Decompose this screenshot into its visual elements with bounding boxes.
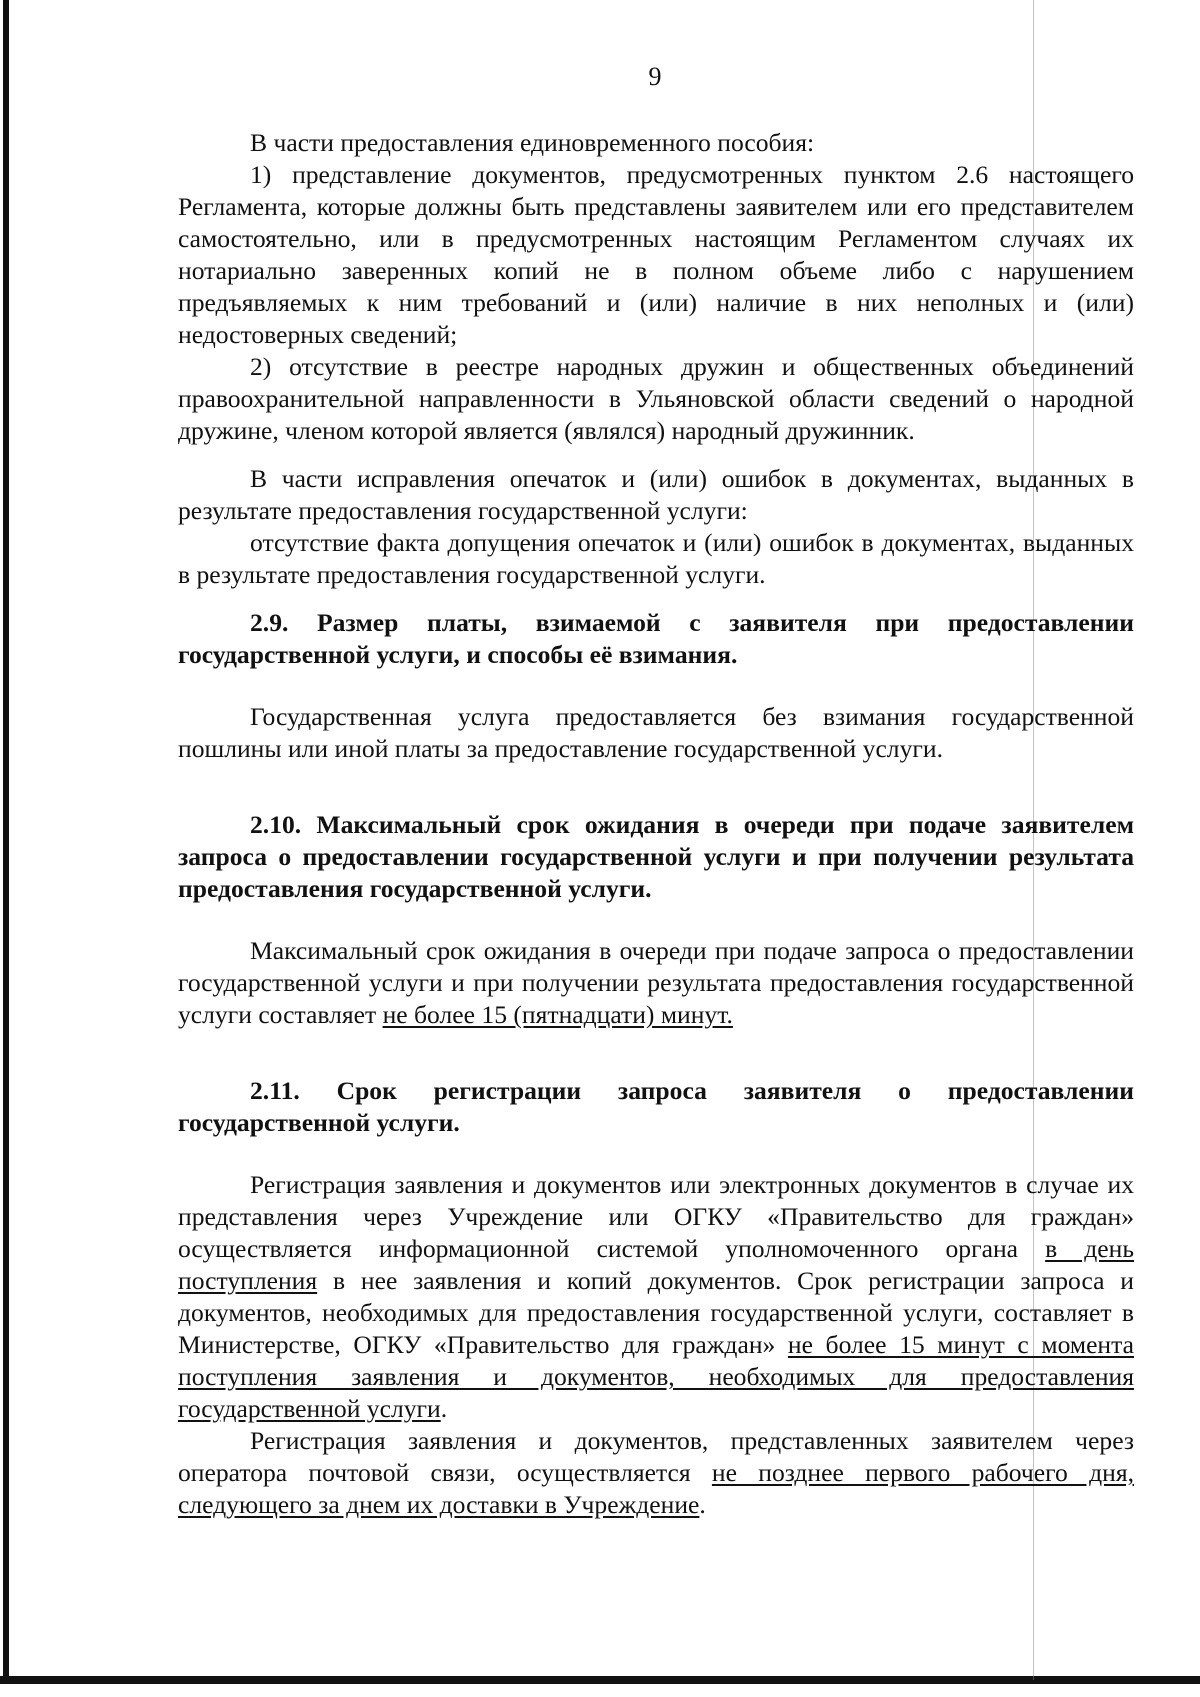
section-heading-2-11: 2.11. Срок регистрации запроса заявителя о предоставлении государственной услуги.	[178, 1076, 1134, 1137]
paragraph: 1) представление документов, предусмотренных пунктом 2.6 настоящего Регламента, которые должны быть представлены заявителем или его представителем самостоятельно, или в предусмотренных настоящим Регламентом случаях их нотариально заверенных копий не в полном объеме либо с нарушением предъявляемых к ним требований и (или) наличие в них неполных и (или) недостоверных сведений;	[178, 160, 1134, 349]
text: Регистрация заявления и документов или электронных документов в случае их представления через Учреждение или ОГКУ «Правительство для граждан» осуществляется информационной системой уполномоченного органа	[178, 1170, 1134, 1263]
paragraph: В части предоставления единовременного пособия:	[250, 128, 815, 157]
text: .	[699, 1490, 706, 1519]
underlined-text: в день поступления	[178, 1234, 1135, 1295]
paragraph	[178, 1425, 1134, 1521]
paragraph	[178, 1169, 1134, 1425]
document-body	[178, 127, 1134, 1521]
paragraph: отсутствие факта допущения опечаток и (или) ошибок в документах, выданных в результате предоставления государственной услуги.	[178, 528, 1134, 589]
text: Максимальный срок ожидания в очереди при подаче запроса о предоставлении государственной услуги и при получении результата предоставления государственной услуги составляет	[178, 936, 1134, 1029]
section-heading-2-10: 2.10. Максимальный срок ожидания в очереди при подаче заявителем запроса о предоставлении государственной услуги и при получении результата предоставления государственной услуги.	[178, 810, 1134, 903]
text: Регистрация заявления и документов, представленных заявителем через оператора почтовой связи, осуществляется	[178, 1426, 1134, 1487]
page-number: 9	[648, 62, 662, 91]
paragraph: В части исправления опечаток и (или) ошибок в документах, выданных в результате предоставления государственной услуги:	[178, 464, 1134, 525]
paragraph: Государственная услуга предоставляется без взимания государственной пошлины или иной платы за предоставление государственной услуги.	[178, 702, 1134, 763]
underlined-text: не более 15 (пятнадцати) минут.	[382, 1000, 733, 1029]
scan-edge-left	[3, 0, 9, 1682]
underlined-text: не позднее первого рабочего дня, следующего за днем их доставки в Учреждение	[178, 1458, 1134, 1519]
paragraph: 2) отсутствие в реестре народных дружин и общественных объединений правоохранительной направленности в Ульяновской области сведений о народной дружине, членом которой является (являлся) народный дружинник.	[178, 352, 1134, 445]
paragraph	[178, 935, 1134, 1031]
text: в нее заявления и копий документов. Срок регистрации запроса и документов, необходимых для предоставления государственной услуги, составляет в Министерстве, ОГКУ «Правительство для граждан»	[178, 1266, 1134, 1359]
scan-edge-bottom	[0, 1676, 1200, 1684]
section-heading-2-9: 2.9. Размер платы, взимаемой с заявителя при предоставлении государственной услуги, и способы её взимания.	[178, 608, 1134, 669]
underlined-text: не более 15 минут с момента поступления заявления и документов, необходимых для предоставления государственной услуги	[178, 1330, 1134, 1423]
text: .	[440, 1394, 448, 1423]
